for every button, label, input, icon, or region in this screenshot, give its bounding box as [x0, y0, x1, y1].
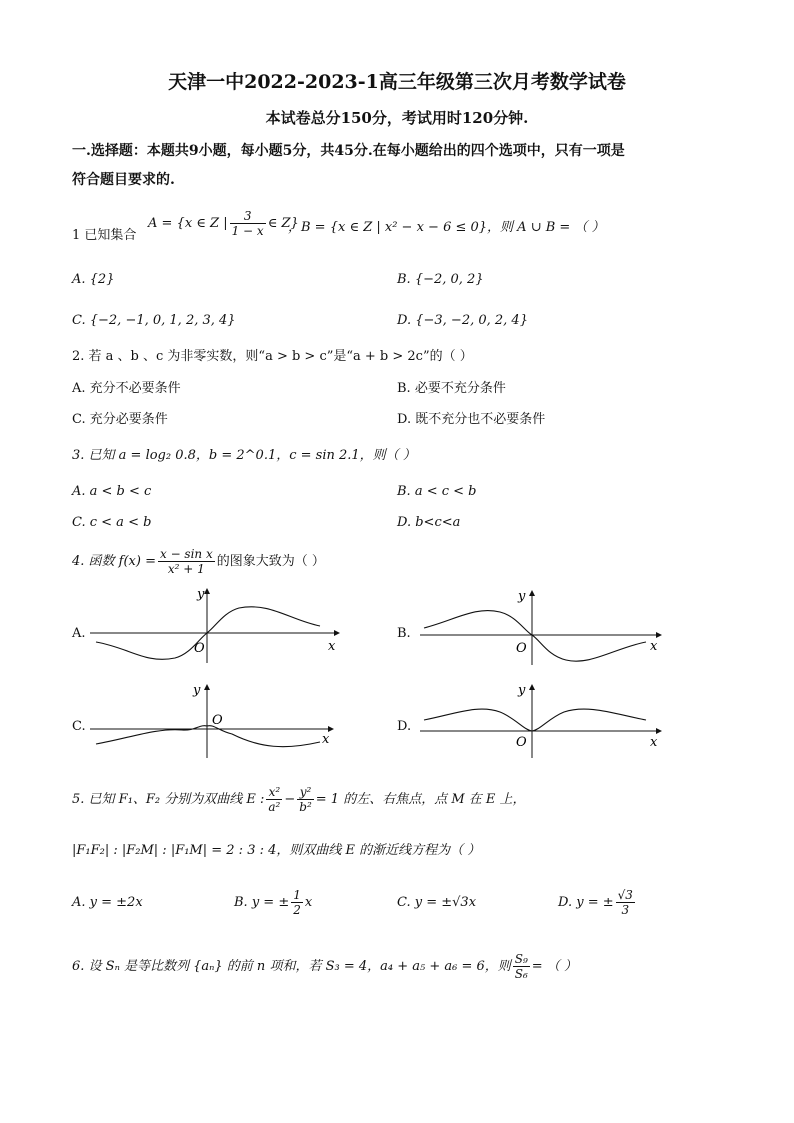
q4-suffix: 的图象大致为（ ）	[216, 554, 325, 569]
curve	[424, 709, 646, 731]
y-label: y	[518, 589, 526, 604]
q4-denominator: x² + 1	[167, 562, 205, 576]
x-label: x	[650, 735, 658, 750]
q1-set-a-left: A = {x ∈ Z |	[148, 216, 228, 231]
q5-option-d-num: √3	[617, 888, 633, 902]
q1-option-c: C. {−2, −1, 0, 1, 2, 3, 4}	[72, 313, 236, 328]
q5-minus: −	[284, 792, 296, 807]
q6-stem	[72, 948, 577, 986]
q5-option-a: A. y = ±2x	[72, 895, 143, 910]
q4-fraction	[158, 547, 215, 576]
q6-fraction	[513, 952, 530, 981]
origin-label: O	[212, 713, 223, 728]
q1-set-a-numerator: 3	[230, 209, 266, 224]
curve	[424, 611, 646, 662]
q1-set-a-fraction	[230, 209, 266, 238]
q5-option-b-den: 2	[293, 903, 301, 917]
q4-prefix: 4. 函数 f(x) =	[72, 554, 156, 569]
q2-stem: 2. 若 a 、b 、c 为非零实数，则“a > b > c”是“a + b > 2c”的（ ）	[72, 349, 473, 364]
q5-option-d	[558, 884, 637, 922]
y-axis-arrow-icon	[204, 684, 210, 690]
page-title: 天津一中2022-2023-1高三年级第三次月考数学试卷	[168, 71, 626, 93]
q3-option-b: B. a < c < b	[397, 484, 477, 499]
y-axis-arrow-icon	[529, 684, 535, 690]
origin-label: O	[516, 641, 527, 656]
x-axis-arrow-icon	[656, 728, 662, 734]
q5-option-d-fraction	[616, 888, 635, 917]
q2-option-c: C. 充分必要条件	[72, 412, 168, 427]
q5-option-b-num: 1	[293, 888, 301, 902]
x-label: x	[322, 732, 330, 747]
q5-frac-y-den: b²	[299, 800, 312, 814]
origin-label: O	[516, 735, 527, 750]
q5-frac-x-num: x²	[266, 785, 282, 800]
q4-graph-a	[90, 588, 340, 663]
q4-stem	[72, 544, 325, 580]
q1-option-a: A. {2}	[72, 272, 115, 287]
q3-stem: 3. 已知 a = log₂ 0.8，b = 2^0.1，c = sin 2.1，则（ ）	[72, 448, 416, 463]
y-axis-arrow-icon	[204, 588, 210, 594]
origin-label: O	[194, 641, 205, 656]
q5-option-d-prefix: D. y = ±	[558, 895, 614, 910]
q5-option-b-fraction	[291, 888, 303, 917]
q5-frac-y-num: y²	[297, 785, 314, 800]
q6-suffix: = （ ）	[531, 959, 577, 974]
q4-option-b-label: B.	[397, 626, 411, 641]
q3-option-a: A. a < b < c	[72, 484, 152, 499]
q5-frac-x-den: a²	[268, 800, 281, 814]
q5-option-d-den: 3	[621, 903, 630, 917]
q5-frac-x	[266, 785, 282, 814]
section-heading-line1: 一.选择题：本题共9小题，每小题5分，共45分.在每小题给出的四个选项中，只有一项是	[72, 143, 625, 159]
y-label: y	[197, 587, 205, 602]
q5-option-c: C. y = ±√3x	[397, 895, 477, 910]
q1-set-a-right: ∈ Z}	[267, 216, 299, 231]
q4-numerator: x − sin x	[159, 547, 213, 561]
q2-option-d: D. 既不充分也不必要条件	[397, 412, 546, 427]
q4-graph-b	[420, 590, 662, 665]
q1-set-a	[148, 204, 299, 244]
y-axis-arrow-icon	[529, 590, 535, 596]
y-label: y	[518, 683, 526, 698]
q2-option-a: A. 充分不必要条件	[72, 381, 181, 396]
q1-set-b: ，B = {x ∈ Z | x² − x − 6 ≤ 0}，则 A ∪ B = （ ）	[288, 220, 605, 235]
q5-line1-suffix: = 1 的左、右焦点，点 M 在 E 上，	[315, 792, 526, 807]
q6-numerator: S₉	[514, 952, 528, 966]
q4-option-c-label: C.	[72, 719, 86, 734]
x-label: x	[650, 639, 658, 654]
q6-prefix: 6. 设 Sₙ 是等比数列 {aₙ} 的前 n 项和，若 S₃ = 4，a₄ + a₅ + a₆ = 6，则	[72, 959, 511, 974]
section-heading-line2: 符合题目要求的.	[72, 172, 175, 188]
q1-option-b: B. {−2, 0, 2}	[397, 272, 484, 287]
q6-denominator: S₆	[514, 967, 528, 981]
page-subtitle: 本试卷总分150分，考试用时120分钟.	[265, 109, 529, 127]
q1-prefix: 1 已知集合	[72, 228, 137, 243]
q4-option-d-label: D.	[397, 719, 412, 734]
x-axis-arrow-icon	[656, 632, 662, 638]
q4-graph-c	[90, 684, 334, 758]
q2-option-b: B. 必要不充分条件	[397, 381, 506, 396]
q1-set-a-denominator: 1 − x	[231, 224, 264, 238]
q4-option-a-label: A.	[72, 626, 86, 641]
q4-graph-d	[420, 684, 662, 758]
q5-line1	[72, 780, 526, 820]
y-label: y	[193, 683, 201, 698]
x-axis-arrow-icon	[334, 630, 340, 636]
q5-option-b-suffix: x	[304, 895, 313, 910]
q5-line2: |F₁F₂| : |F₂M| : |F₁M| = 2 : 3 : 4，则双曲线 E 的渐近线方程为（ ）	[72, 843, 481, 858]
x-label: x	[328, 639, 336, 654]
q5-option-b	[234, 884, 312, 922]
q1-option-d: D. {−3, −2, 0, 2, 4}	[397, 313, 528, 328]
q5-option-b-prefix: B. y = ±	[234, 895, 290, 910]
q3-option-d: D. b<c<a	[397, 515, 461, 530]
q5-line1-prefix: 5. 已知 F₁、F₂ 分别为双曲线 E :	[72, 792, 265, 807]
q3-option-c: C. c < a < b	[72, 515, 152, 530]
q5-frac-y	[297, 785, 314, 814]
